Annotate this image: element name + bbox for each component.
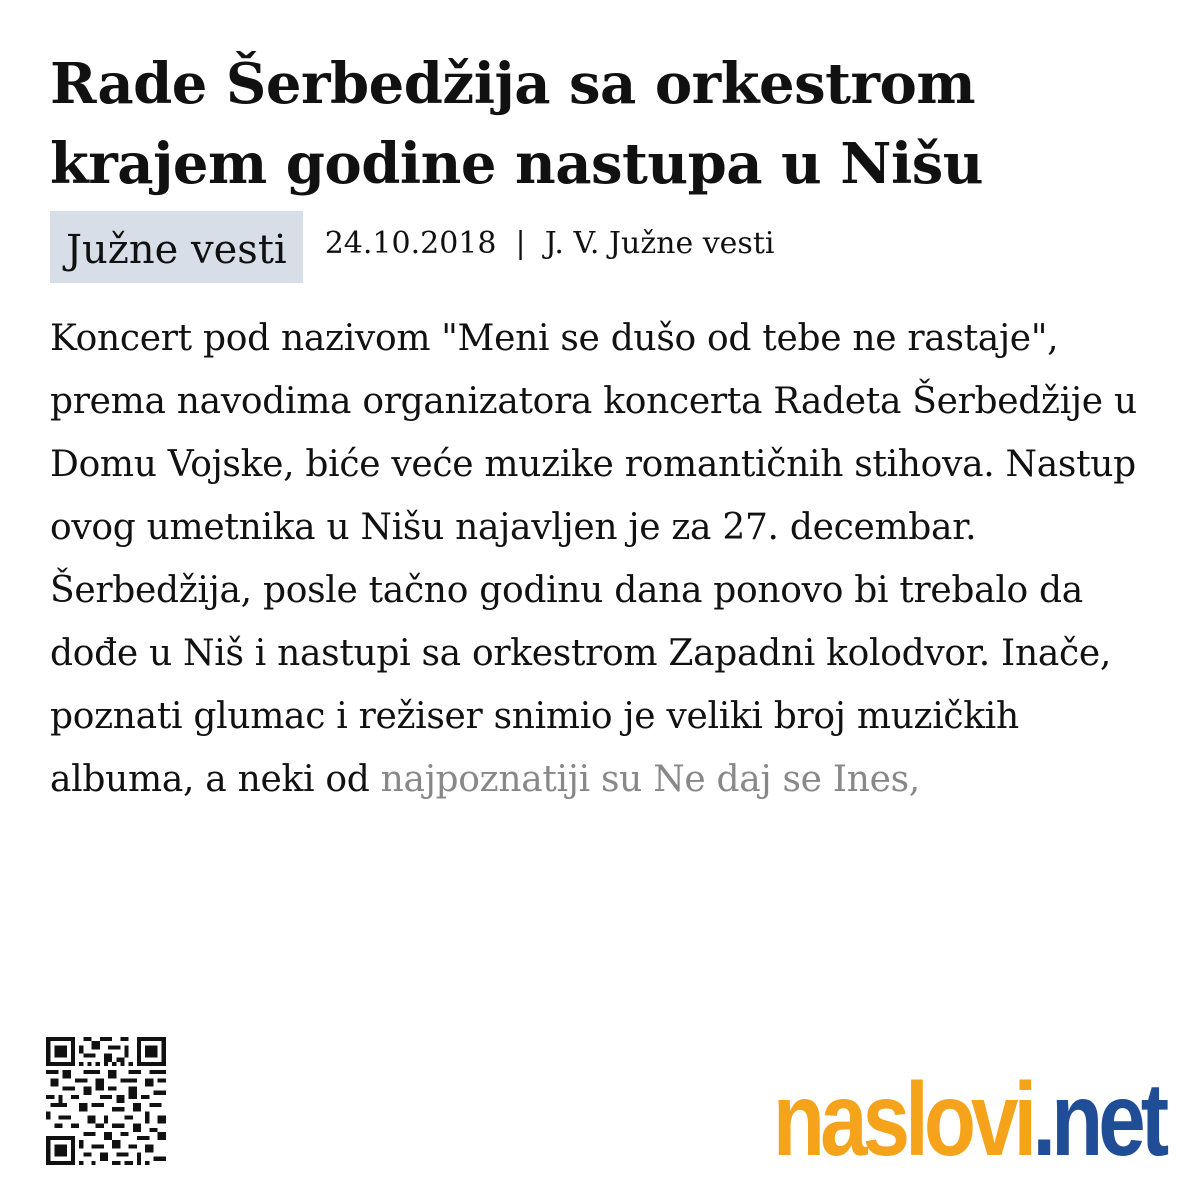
article-title: Rade Šerbedžija sa orkestrom krajem godine nastupa u Nišu (50, 51, 983, 197)
qr-code-icon (46, 1037, 166, 1165)
logo-part-net: .net (1032, 1062, 1164, 1178)
article-body-faded: najpoznatiji su Ne daj se Ines, (380, 759, 920, 800)
logo-part-naslovi: naslovi (772, 1062, 1033, 1178)
source-badge[interactable]: Južne vesti (50, 211, 303, 283)
naslovi-net-logo[interactable] (772, 1062, 1164, 1178)
date-author: 24.10.2018 | J. V. Južne vesti (324, 226, 775, 261)
article-body (50, 307, 1165, 811)
article-meta (50, 211, 774, 283)
article-body-main: Koncert pod nazivom "Meni se dušo od tebe ne rastaje", prema navodima organizatora koncerta Radeta Šerbedžije u Domu Vojske, biće veće muzike romantičnih stihova. Nastup ovog umetnika u Nišu najavljen je za 27. decembar. Šerbedžija, posle tačno godinu dana ponovo bi trebalo da dođe u Niš i nastupi sa orkestrom Zapadni kolodvor. Inače, poznati glumac i režiser snimio je veliki broj muzičkih albuma, a neki od (50, 318, 1137, 800)
